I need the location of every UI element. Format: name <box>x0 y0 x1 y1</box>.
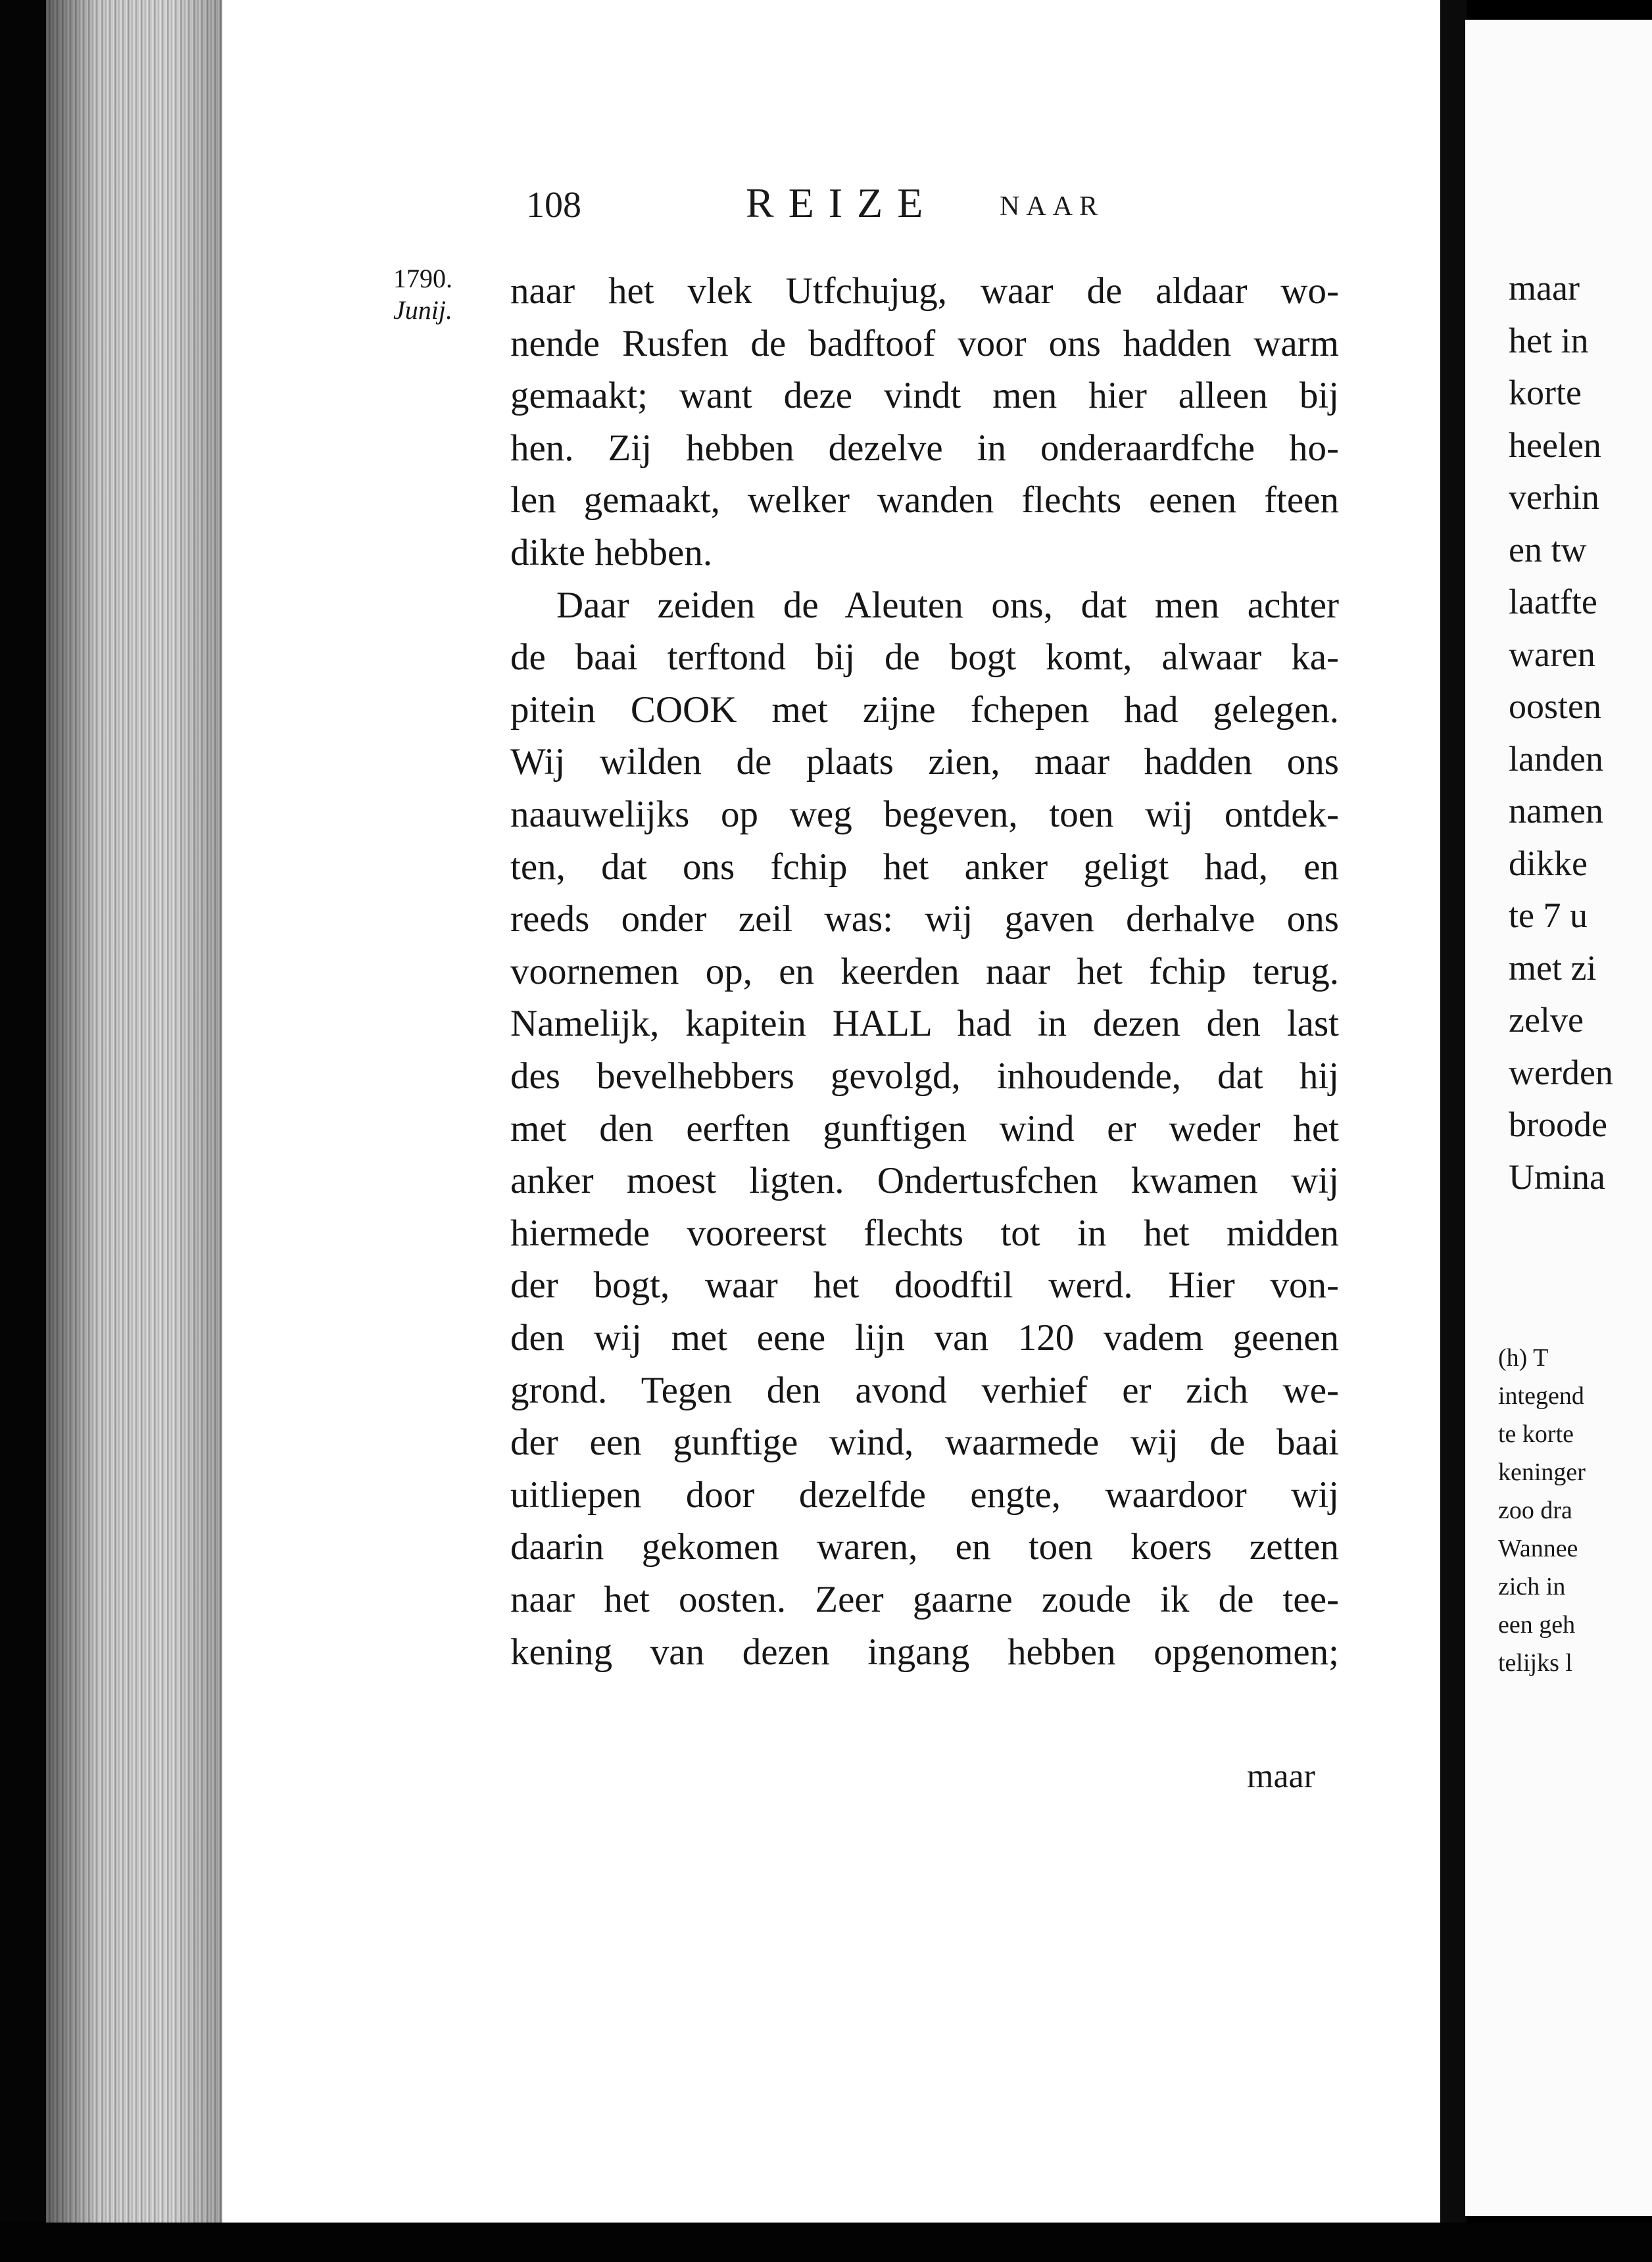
catchword: maar <box>1247 1758 1315 1795</box>
body-line: de baai terftond bij de bogt komt, alwaar ka- <box>510 637 1339 678</box>
right-page-fragment <box>1465 20 1652 2216</box>
body-line: gemaakt; want deze vindt men hier alleen bij <box>510 375 1339 416</box>
body-line: hiermede vooreerst flechts tot in het midden <box>510 1213 1339 1254</box>
body-line: nende Rusfen de badftoof voor ons hadden warm <box>510 323 1339 364</box>
right-page-line: heelen <box>1509 425 1601 465</box>
right-page-line: namen <box>1509 791 1603 830</box>
running-title: REIZE <box>746 180 938 226</box>
body-line: der een gunftige wind, waarmede wij de baai <box>510 1422 1339 1463</box>
right-page-footnote-line: telijks l <box>1498 1649 1572 1677</box>
right-page-line: maar <box>1509 268 1580 308</box>
right-page-line: en tw <box>1509 530 1587 569</box>
body-line: kening van dezen ingang hebben opgenomen; <box>510 1631 1339 1673</box>
right-page-line: met zi <box>1509 948 1597 988</box>
right-page-footnote-line: een geh <box>1498 1611 1576 1639</box>
body-line: len gemaakt, welker wanden flechts eenen fteen <box>510 479 1339 521</box>
body-line: grond. Tegen den avond verhief er zich we- <box>510 1370 1339 1411</box>
body-line: naauwelijks op weg begeven, toen wij ontdek- <box>510 794 1339 835</box>
right-page-footnote-line: Wannee <box>1498 1535 1578 1562</box>
scan-border-bottom <box>0 2223 1652 2262</box>
right-page-line: broode <box>1509 1105 1607 1144</box>
body-line: den wij met eene lijn van 120 vadem geenen <box>510 1317 1339 1359</box>
right-page-line: landen <box>1509 739 1603 779</box>
margin-note-month: Junij. <box>393 295 452 325</box>
right-page-footnote-line: te korte <box>1498 1420 1574 1448</box>
right-page-footnote-line: zoo dra <box>1498 1497 1572 1524</box>
right-page-line: oosten <box>1509 686 1601 726</box>
body-line: met den eerften gunftigen wind er weder het <box>510 1108 1339 1149</box>
right-page-footnote-line: zich in <box>1498 1573 1566 1600</box>
right-page-footnote-line: keninger <box>1498 1458 1586 1486</box>
body-line: voornemen op, en keerden naar het fchip terug. <box>510 951 1339 992</box>
right-page-line: waren <box>1509 635 1595 674</box>
right-page-footnote-line: integend <box>1498 1382 1584 1410</box>
right-page-line: verhin <box>1509 477 1599 517</box>
body-line: naar het vlek Utfchujug, waar de aldaar wo- <box>510 270 1339 312</box>
right-page-line: dikke <box>1509 844 1588 883</box>
body-line: Daar zeiden de Aleuten ons, dat men achter <box>556 585 1339 626</box>
body-line: der bogt, waar het doodftil werd. Hier von- <box>510 1264 1339 1306</box>
body-line: des bevelhebbers gevolgd, inhoudende, dat hij <box>510 1055 1339 1097</box>
margin-note-year: 1790. <box>393 264 452 293</box>
body-line: Wij wilden de plaats zien, maar hadden ons <box>510 741 1339 782</box>
right-page-line: korte <box>1509 373 1582 412</box>
body-line: ten, dat ons fchip het anker geligt had, en <box>510 846 1339 888</box>
body-line: hen. Zij hebben dezelve in onderaardfche ho- <box>510 427 1339 469</box>
body-line: pitein COOK met zijne fchepen had gelegen. <box>510 689 1339 731</box>
body-line: anker moest ligten. Ondertusfchen kwamen wij <box>510 1160 1339 1201</box>
right-page-line: Umina <box>1509 1157 1605 1197</box>
body-line: dikte hebben. <box>510 532 713 573</box>
right-page-footnote-line: (h) T <box>1498 1344 1549 1372</box>
body-line: reeds onder zeil was: wij gaven derhalve ons <box>510 898 1339 940</box>
page-fore-edge-shade <box>46 0 224 2262</box>
right-page-line: te 7 u <box>1509 896 1588 935</box>
right-page-line: zelve <box>1509 1000 1584 1040</box>
body-line: daarin gekomen waren, en toen koers zetten <box>510 1526 1339 1568</box>
page-number: 108 <box>526 185 581 226</box>
book-gutter <box>1440 0 1467 2262</box>
right-page-line: het in <box>1509 321 1589 360</box>
running-subtitle: NAAR <box>1000 191 1105 222</box>
body-line: Namelijk, kapitein HALL had in dezen den last <box>510 1003 1339 1044</box>
body-line: uitliepen door dezelfde engte, waardoor wij <box>510 1474 1339 1516</box>
right-page-line: werden <box>1509 1053 1613 1092</box>
body-line: naar het oosten. Zeer gaarne zoude ik de tee- <box>510 1579 1339 1620</box>
right-page-line: laatfte <box>1509 582 1597 621</box>
